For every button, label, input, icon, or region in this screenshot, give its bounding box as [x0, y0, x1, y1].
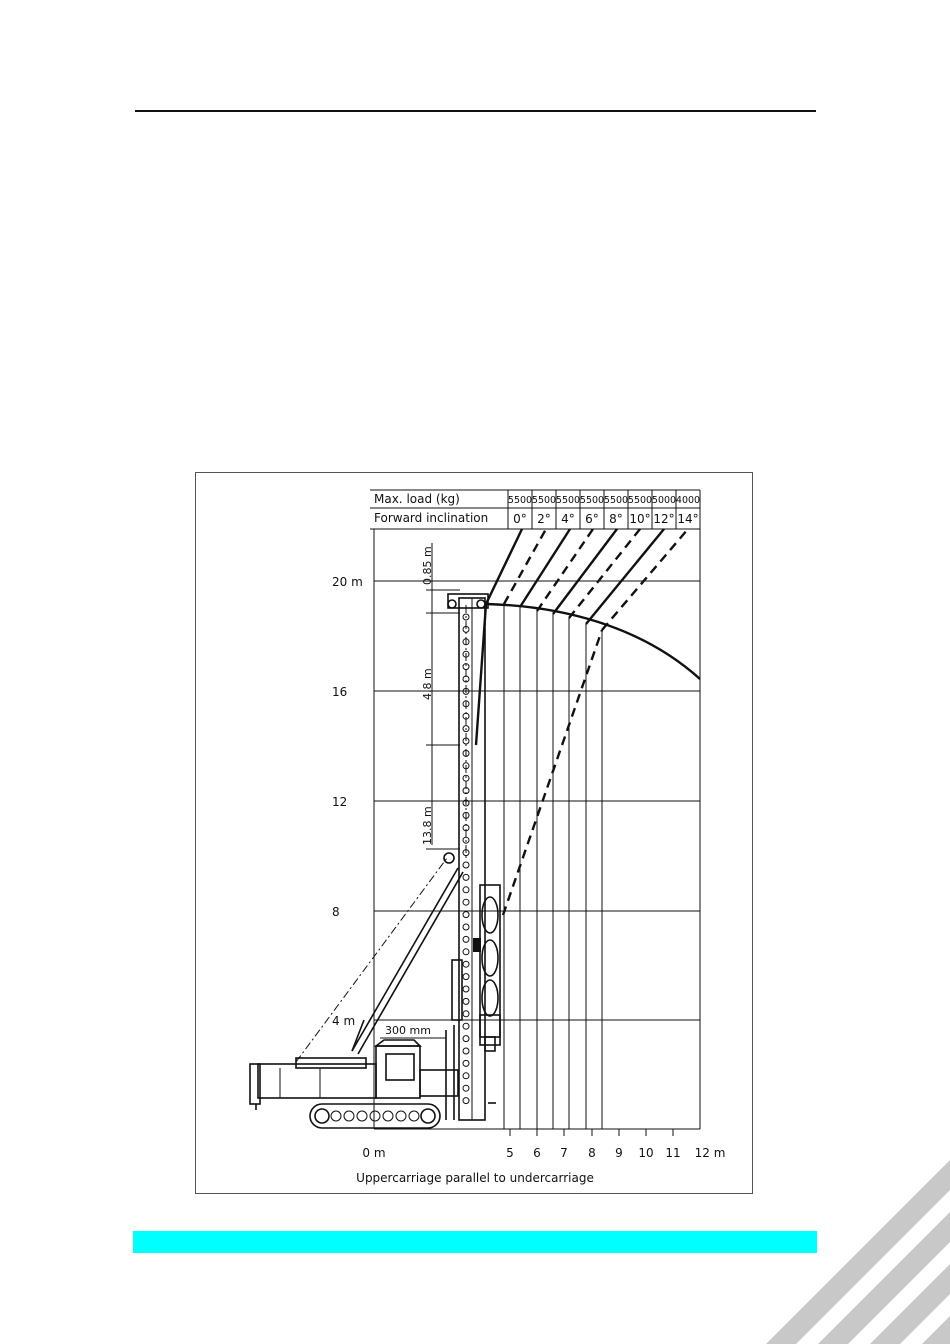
load-cell: 5500	[531, 495, 557, 506]
x-label: 7	[560, 1146, 568, 1160]
x-label: 10	[638, 1146, 654, 1160]
x-label: 12 m	[694, 1146, 726, 1160]
x-label: 11	[665, 1146, 681, 1160]
drill-unit	[473, 885, 500, 1051]
load-cell: 5000	[651, 495, 677, 506]
y-axis-labels	[332, 575, 363, 1028]
angle-cell: 4°	[561, 512, 575, 526]
load-cell: 5500	[555, 495, 581, 506]
mast-hole	[463, 1073, 469, 1079]
x-label: 8	[588, 1146, 596, 1160]
dim-300mm: 300 mm	[385, 1024, 431, 1037]
track-roller	[344, 1111, 354, 1121]
y-label: 4 m	[332, 1014, 356, 1028]
x-label: 5	[506, 1146, 514, 1160]
y-label: 12	[332, 795, 348, 809]
mast-hole	[463, 1011, 469, 1017]
dimensions	[296, 543, 466, 1062]
track-roller	[331, 1111, 341, 1121]
x-axis-labels	[362, 1146, 725, 1160]
load-cell: 5500	[507, 495, 533, 506]
mast-hole	[463, 887, 469, 893]
load-cell: 4000	[675, 495, 701, 506]
mast-hole	[463, 1085, 469, 1091]
mast-hole	[463, 1060, 469, 1066]
mast-hole	[463, 936, 469, 942]
table-row2-label: Forward inclination	[374, 511, 489, 525]
y-label: 16	[332, 685, 348, 699]
mast-hole	[463, 924, 469, 930]
mast-hole	[463, 949, 469, 955]
x-label: 0 m	[362, 1146, 386, 1160]
load-cell: 5500	[627, 495, 653, 506]
mast-hole	[463, 1036, 469, 1042]
x-label: 6	[533, 1146, 541, 1160]
x-label: 9	[615, 1146, 623, 1160]
mast-hole	[463, 1023, 469, 1029]
track-roller	[370, 1111, 380, 1121]
angle-cell: 14°	[677, 512, 699, 526]
load-cell: 5500	[579, 495, 605, 506]
angle-cell: 8°	[609, 512, 623, 526]
y-label: 20 m	[332, 575, 363, 589]
mast-hole	[463, 998, 469, 1004]
dim-13-8: 13.8 m	[421, 806, 434, 845]
mast-hole	[463, 974, 469, 980]
angle-cell: 2°	[537, 512, 551, 526]
inclination-lines	[476, 529, 688, 915]
x-axis-caption: Uppercarriage parallel to undercarriage	[356, 1171, 594, 1185]
corner-stripes	[766, 1160, 950, 1344]
dim-4-8: 4.8 m	[421, 668, 434, 700]
angle-cell: 6°	[585, 512, 599, 526]
track-roller	[409, 1111, 419, 1121]
table-row1-label: Max. load (kg)	[374, 492, 460, 506]
angle-cell: 0°	[513, 512, 527, 526]
mast-hole	[463, 862, 469, 868]
angle-cell: 10°	[629, 512, 651, 526]
load-cell: 5500	[603, 495, 629, 506]
mast-hole	[463, 961, 469, 967]
angle-cell: 12°	[653, 512, 675, 526]
load-table	[370, 490, 700, 529]
track-roller	[357, 1111, 367, 1121]
dim-0-85: 0.85 m	[421, 546, 434, 585]
mast-hole	[463, 1098, 469, 1104]
mast-hole	[463, 874, 469, 880]
mast-hole	[463, 986, 469, 992]
track-roller	[396, 1111, 406, 1121]
y-label: 8	[332, 905, 340, 919]
mast-hole	[463, 1048, 469, 1054]
track-roller	[383, 1111, 393, 1121]
mast-hole	[463, 912, 469, 918]
mast-hole	[463, 899, 469, 905]
